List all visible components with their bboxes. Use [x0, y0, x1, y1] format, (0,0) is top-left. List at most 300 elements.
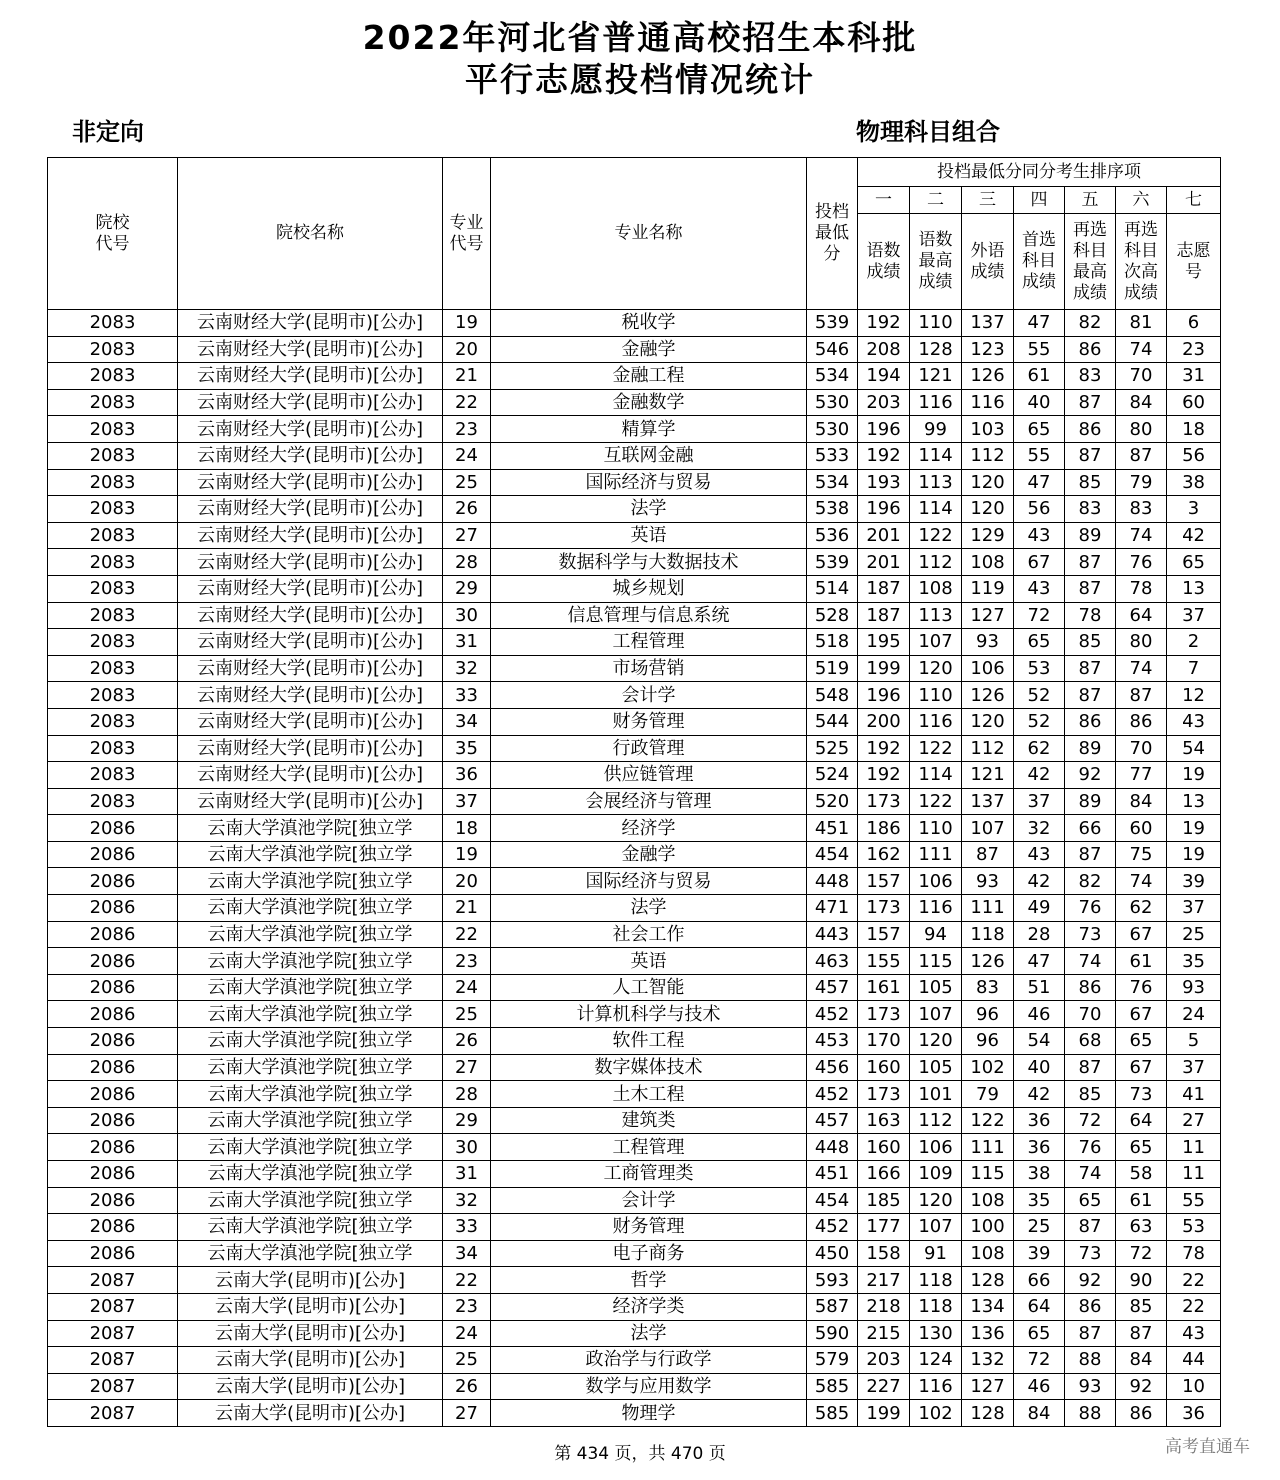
table-cell: 云南大学滇池学院[独立学 [178, 1001, 443, 1028]
header-sort-label: 再选科目最高成绩 [1065, 214, 1116, 310]
table-cell: 37 [1167, 895, 1221, 922]
table-cell: 127 [962, 1373, 1014, 1400]
table-cell: 云南财经大学(昆明市)[公办] [178, 442, 443, 469]
table-cell: 110 [910, 310, 962, 337]
table-cell: 13 [1167, 575, 1221, 602]
table-cell: 31 [443, 629, 491, 656]
table-cell: 121 [910, 363, 962, 390]
table-cell: 186 [858, 815, 910, 842]
page-footer: 第 434 页，共 470 页 [554, 1444, 726, 1464]
table-cell: 87 [1065, 442, 1116, 469]
table-cell: 2083 [48, 522, 178, 549]
table-body [48, 310, 1221, 1427]
table-cell: 2086 [48, 1081, 178, 1108]
table-cell: 86 [1116, 1400, 1167, 1427]
table-cell: 56 [1167, 442, 1221, 469]
table-cell: 227 [858, 1373, 910, 1400]
table-cell: 173 [858, 895, 910, 922]
table-cell: 103 [962, 416, 1014, 443]
table-cell: 21 [443, 363, 491, 390]
table-cell: 534 [807, 363, 858, 390]
table-cell: 65 [1167, 549, 1221, 576]
table-cell: 49 [1014, 895, 1065, 922]
table-cell: 130 [910, 1320, 962, 1347]
table-cell: 云南大学滇池学院[独立学 [178, 895, 443, 922]
table-cell: 26 [443, 1373, 491, 1400]
table-cell: 192 [858, 442, 910, 469]
table-cell: 33 [443, 1214, 491, 1241]
table-cell: 70 [1065, 1001, 1116, 1028]
table-cell: 36 [1167, 1400, 1221, 1427]
table-cell: 67 [1116, 1054, 1167, 1081]
table-cell: 157 [858, 921, 910, 948]
table-cell: 法学 [491, 895, 807, 922]
table-cell: 113 [910, 602, 962, 629]
table-row [48, 921, 1221, 948]
table-cell: 2086 [48, 1001, 178, 1028]
table-cell: 110 [910, 682, 962, 709]
table-cell: 78 [1065, 602, 1116, 629]
table-cell: 40 [1014, 1054, 1065, 1081]
table-cell: 79 [1116, 469, 1167, 496]
table-cell: 110 [910, 815, 962, 842]
table-cell: 116 [910, 1373, 962, 1400]
page-title-line-2: 平行志愿投档情况统计 [465, 60, 815, 99]
table-cell: 27 [443, 1054, 491, 1081]
table-cell: 579 [807, 1347, 858, 1374]
table-cell: 2086 [48, 921, 178, 948]
table-cell: 82 [1065, 868, 1116, 895]
table-cell: 536 [807, 522, 858, 549]
table-cell: 62 [1116, 895, 1167, 922]
table-cell: 93 [1167, 974, 1221, 1001]
table-cell: 448 [807, 1134, 858, 1161]
table-cell: 85 [1065, 1081, 1116, 1108]
table-cell: 软件工程 [491, 1028, 807, 1055]
table-cell: 互联网金融 [491, 442, 807, 469]
table-cell: 519 [807, 655, 858, 682]
table-cell: 100 [962, 1214, 1014, 1241]
table-cell: 32 [1014, 815, 1065, 842]
table-cell: 201 [858, 549, 910, 576]
table-cell: 电子商务 [491, 1240, 807, 1267]
table-cell: 47 [1014, 948, 1065, 975]
table-cell: 65 [1014, 629, 1065, 656]
table-cell: 云南财经大学(昆明市)[公办] [178, 336, 443, 363]
table-cell: 200 [858, 708, 910, 735]
table-cell: 23 [443, 416, 491, 443]
table-cell: 87 [1065, 1214, 1116, 1241]
header-sort-label: 语数最高成绩 [910, 214, 962, 310]
table-cell: 35 [1167, 948, 1221, 975]
table-cell: 70 [1116, 735, 1167, 762]
table-cell: 30 [443, 1134, 491, 1161]
table-row [48, 1187, 1221, 1214]
table-cell: 2087 [48, 1267, 178, 1294]
table-cell: 2083 [48, 389, 178, 416]
table-cell: 2083 [48, 416, 178, 443]
table-cell: 450 [807, 1240, 858, 1267]
table-cell: 37 [1167, 602, 1221, 629]
table-cell: 118 [962, 921, 1014, 948]
table-cell: 云南大学滇池学院[独立学 [178, 921, 443, 948]
table-row [48, 655, 1221, 682]
header-sort-label: 志愿号 [1167, 214, 1221, 310]
table-cell: 102 [910, 1400, 962, 1427]
table-cell: 22 [443, 921, 491, 948]
table-cell: 25 [443, 1347, 491, 1374]
table-cell: 2087 [48, 1293, 178, 1320]
table-cell: 85 [1065, 629, 1116, 656]
watermark: 高考直通车 [1165, 1437, 1250, 1457]
table-cell: 192 [858, 310, 910, 337]
table-cell: 548 [807, 682, 858, 709]
table-cell: 528 [807, 602, 858, 629]
table-cell: 73 [1065, 921, 1116, 948]
table-cell: 121 [962, 762, 1014, 789]
table-cell: 94 [910, 921, 962, 948]
table-cell: 78 [1167, 1240, 1221, 1267]
table-cell: 83 [1116, 496, 1167, 523]
table-cell: 195 [858, 629, 910, 656]
table-cell: 云南大学滇池学院[独立学 [178, 1214, 443, 1241]
table-cell: 108 [962, 1240, 1014, 1267]
table-cell: 127 [962, 602, 1014, 629]
table-cell: 工商管理类 [491, 1161, 807, 1188]
table-cell: 2083 [48, 442, 178, 469]
table-cell: 云南大学滇池学院[独立学 [178, 1187, 443, 1214]
table-cell: 112 [910, 1107, 962, 1134]
table-cell: 2086 [48, 974, 178, 1001]
table-cell: 42 [1014, 762, 1065, 789]
table-cell: 89 [1065, 735, 1116, 762]
table-cell: 云南财经大学(昆明市)[公办] [178, 762, 443, 789]
table-cell: 43 [1167, 708, 1221, 735]
table-cell: 计算机科学与技术 [491, 1001, 807, 1028]
table-cell: 23 [1167, 336, 1221, 363]
table-cell: 2086 [48, 1028, 178, 1055]
table-cell: 城乡规划 [491, 575, 807, 602]
table-row [48, 895, 1221, 922]
table-cell: 30 [443, 602, 491, 629]
table-cell: 61 [1116, 1187, 1167, 1214]
table-cell: 63 [1116, 1214, 1167, 1241]
table-cell: 数据科学与大数据技术 [491, 549, 807, 576]
table-cell: 162 [858, 841, 910, 868]
table-cell: 463 [807, 948, 858, 975]
table-cell: 90 [1116, 1267, 1167, 1294]
table-cell: 云南财经大学(昆明市)[公办] [178, 682, 443, 709]
table-cell: 101 [910, 1081, 962, 1108]
table-cell: 12 [1167, 682, 1221, 709]
table-cell: 19 [1167, 815, 1221, 842]
table-cell: 116 [910, 708, 962, 735]
table-cell: 126 [962, 948, 1014, 975]
table-cell: 530 [807, 416, 858, 443]
table-cell: 106 [910, 1134, 962, 1161]
table-cell: 88 [1065, 1400, 1116, 1427]
table-row [48, 310, 1221, 337]
table-cell: 74 [1116, 655, 1167, 682]
table-cell: 20 [443, 868, 491, 895]
table-cell: 86 [1065, 336, 1116, 363]
table-cell: 111 [962, 1134, 1014, 1161]
table-cell: 云南财经大学(昆明市)[公办] [178, 629, 443, 656]
header-sort-label: 语数成绩 [858, 214, 910, 310]
table-cell: 2087 [48, 1400, 178, 1427]
table-cell: 161 [858, 974, 910, 1001]
table-cell: 46 [1014, 1373, 1065, 1400]
table-cell: 23 [443, 1293, 491, 1320]
table-cell: 2083 [48, 629, 178, 656]
table-cell: 107 [910, 629, 962, 656]
table-row [48, 1054, 1221, 1081]
table-cell: 24 [443, 974, 491, 1001]
table-row [48, 629, 1221, 656]
table-row [48, 1134, 1221, 1161]
table-cell: 74 [1116, 336, 1167, 363]
table-cell: 55 [1167, 1187, 1221, 1214]
page-title-line-1: 2022年河北省普通高校招生本科批 [362, 18, 918, 57]
table-cell: 173 [858, 1081, 910, 1108]
table-cell: 54 [1014, 1028, 1065, 1055]
table-row [48, 974, 1221, 1001]
table-cell: 85 [1065, 469, 1116, 496]
table-cell: 99 [910, 416, 962, 443]
table-cell: 47 [1014, 310, 1065, 337]
table-cell: 云南大学滇池学院[独立学 [178, 1107, 443, 1134]
header-sort-num: 一 [858, 187, 910, 214]
table-cell: 38 [1167, 469, 1221, 496]
table-cell: 土木工程 [491, 1081, 807, 1108]
table-cell: 87 [1065, 389, 1116, 416]
table-cell: 英语 [491, 948, 807, 975]
table-cell: 454 [807, 841, 858, 868]
table-cell: 2083 [48, 762, 178, 789]
table-cell: 84 [1014, 1400, 1065, 1427]
table-cell: 38 [1014, 1161, 1065, 1188]
table-cell: 443 [807, 921, 858, 948]
header-sort-label: 再选科目次高成绩 [1116, 214, 1167, 310]
table-cell: 税收学 [491, 310, 807, 337]
table-cell: 人工智能 [491, 974, 807, 1001]
table-cell: 云南大学滇池学院[独立学 [178, 1081, 443, 1108]
table-cell: 157 [858, 868, 910, 895]
table-row [48, 841, 1221, 868]
table-cell: 26 [443, 496, 491, 523]
table-cell: 539 [807, 549, 858, 576]
table-cell: 109 [910, 1161, 962, 1188]
table-cell: 68 [1065, 1028, 1116, 1055]
table-cell: 65 [1065, 1187, 1116, 1214]
table-cell: 196 [858, 682, 910, 709]
table-cell: 67 [1014, 549, 1065, 576]
table-cell: 61 [1116, 948, 1167, 975]
table-cell: 25 [443, 469, 491, 496]
table-cell: 29 [443, 575, 491, 602]
table-cell: 24 [1167, 1001, 1221, 1028]
table-cell: 84 [1116, 788, 1167, 815]
table-cell: 208 [858, 336, 910, 363]
table-cell: 47 [1014, 469, 1065, 496]
table-cell: 120 [962, 496, 1014, 523]
table-cell: 3 [1167, 496, 1221, 523]
table-cell: 国际经济与贸易 [491, 868, 807, 895]
table-cell: 云南财经大学(昆明市)[公办] [178, 496, 443, 523]
table-cell: 27 [443, 1400, 491, 1427]
table-cell: 40 [1014, 389, 1065, 416]
table-cell: 520 [807, 788, 858, 815]
table-cell: 2083 [48, 708, 178, 735]
table-cell: 建筑类 [491, 1107, 807, 1134]
table-cell: 65 [1116, 1134, 1167, 1161]
table-cell: 93 [962, 868, 1014, 895]
table-cell: 51 [1014, 974, 1065, 1001]
table-cell: 25 [1167, 921, 1221, 948]
table-cell: 76 [1065, 1134, 1116, 1161]
table-cell: 126 [962, 682, 1014, 709]
table-cell: 158 [858, 1240, 910, 1267]
table-cell: 67 [1116, 921, 1167, 948]
table-cell: 73 [1116, 1081, 1167, 1108]
table-cell: 120 [910, 1187, 962, 1214]
table-cell: 134 [962, 1293, 1014, 1320]
table-cell: 137 [962, 788, 1014, 815]
table-cell: 118 [910, 1267, 962, 1294]
table-cell: 585 [807, 1373, 858, 1400]
table-cell: 云南大学(昆明市)[公办] [178, 1293, 443, 1320]
subtitle-subject-group: 物理科目组合 [856, 118, 1000, 146]
table-cell: 137 [962, 310, 1014, 337]
table-cell: 2083 [48, 336, 178, 363]
header-sort-num: 二 [910, 187, 962, 214]
table-cell: 2086 [48, 841, 178, 868]
table-cell: 74 [1116, 522, 1167, 549]
table-cell: 36 [1014, 1107, 1065, 1134]
table-cell: 金融数学 [491, 389, 807, 416]
table-cell: 87 [1065, 655, 1116, 682]
table-cell: 33 [443, 682, 491, 709]
table-cell: 43 [1014, 522, 1065, 549]
table-cell: 64 [1116, 602, 1167, 629]
table-cell: 525 [807, 735, 858, 762]
table-cell: 173 [858, 788, 910, 815]
table-cell: 24 [443, 442, 491, 469]
table-cell: 25 [443, 1001, 491, 1028]
table-cell: 27 [443, 522, 491, 549]
table-cell: 524 [807, 762, 858, 789]
table-cell: 34 [443, 1240, 491, 1267]
table-cell: 云南财经大学(昆明市)[公办] [178, 602, 443, 629]
table-cell: 451 [807, 815, 858, 842]
table-cell: 62 [1014, 735, 1065, 762]
table-cell: 115 [962, 1161, 1014, 1188]
table-row [48, 682, 1221, 709]
table-cell: 75 [1116, 841, 1167, 868]
table-cell: 66 [1014, 1267, 1065, 1294]
table-cell: 106 [962, 655, 1014, 682]
table-cell: 43 [1167, 1320, 1221, 1347]
table-cell: 市场营销 [491, 655, 807, 682]
table-cell: 119 [962, 575, 1014, 602]
table-cell: 102 [962, 1054, 1014, 1081]
table-cell: 会计学 [491, 1187, 807, 1214]
table-cell: 111 [962, 895, 1014, 922]
table-cell: 精算学 [491, 416, 807, 443]
table-cell: 会计学 [491, 682, 807, 709]
table-cell: 196 [858, 496, 910, 523]
table-cell: 2087 [48, 1373, 178, 1400]
header-sort-num: 四 [1014, 187, 1065, 214]
table-cell: 199 [858, 655, 910, 682]
table-cell: 155 [858, 948, 910, 975]
table-cell: 26 [443, 1028, 491, 1055]
table-row [48, 469, 1221, 496]
table-cell: 云南财经大学(昆明市)[公办] [178, 310, 443, 337]
table-row [48, 389, 1221, 416]
table-cell: 452 [807, 1081, 858, 1108]
table-cell: 88 [1065, 1347, 1116, 1374]
table-cell: 192 [858, 735, 910, 762]
table-cell: 201 [858, 522, 910, 549]
table-cell: 173 [858, 1001, 910, 1028]
table-cell: 云南财经大学(昆明市)[公办] [178, 363, 443, 390]
table-cell: 2086 [48, 815, 178, 842]
table-row [48, 602, 1221, 629]
table-cell: 116 [962, 389, 1014, 416]
table-cell: 87 [1065, 1054, 1116, 1081]
table-cell: 93 [1065, 1373, 1116, 1400]
table-cell: 87 [1116, 1320, 1167, 1347]
table-cell: 37 [443, 788, 491, 815]
table-cell: 122 [910, 735, 962, 762]
table-cell: 87 [1116, 682, 1167, 709]
table-cell: 22 [1167, 1293, 1221, 1320]
table-cell: 34 [443, 708, 491, 735]
table-cell: 2086 [48, 895, 178, 922]
table-cell: 5 [1167, 1028, 1221, 1055]
header-min-score: 投档最低分 [807, 158, 858, 310]
table-cell: 2086 [48, 1054, 178, 1081]
table-cell: 534 [807, 469, 858, 496]
table-cell: 76 [1116, 974, 1167, 1001]
table-cell: 云南大学(昆明市)[公办] [178, 1267, 443, 1294]
table-row [48, 1240, 1221, 1267]
table-cell: 经济学类 [491, 1293, 807, 1320]
table-cell: 55 [1014, 336, 1065, 363]
table-row [48, 762, 1221, 789]
table-cell: 74 [1065, 948, 1116, 975]
table-cell: 56 [1014, 496, 1065, 523]
header-school-name: 院校名称 [178, 158, 443, 310]
table-cell: 74 [1065, 1161, 1116, 1188]
table-cell: 80 [1116, 629, 1167, 656]
table-cell: 112 [962, 442, 1014, 469]
table-cell: 89 [1065, 788, 1116, 815]
table-cell: 2086 [48, 868, 178, 895]
table-cell: 87 [1065, 1320, 1116, 1347]
table-row [48, 868, 1221, 895]
table-cell: 供应链管理 [491, 762, 807, 789]
table-cell: 116 [910, 895, 962, 922]
table-cell: 32 [443, 655, 491, 682]
table-cell: 192 [858, 762, 910, 789]
table-cell: 454 [807, 1187, 858, 1214]
table-cell: 云南大学滇池学院[独立学 [178, 1028, 443, 1055]
table-cell: 云南财经大学(昆明市)[公办] [178, 469, 443, 496]
table-cell: 2083 [48, 575, 178, 602]
table-cell: 539 [807, 310, 858, 337]
